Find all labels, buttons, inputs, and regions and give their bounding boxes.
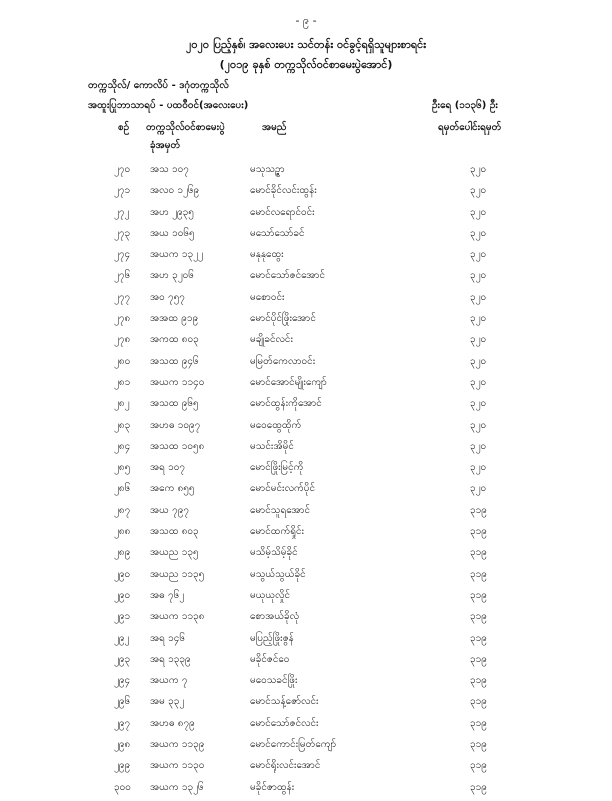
table-body [0,162,612,801]
registration-number: အယက ၁၁၄၀ [150,376,205,388]
table-row [0,780,612,801]
table-row [0,758,612,779]
total-marks: ၃၂၀ [470,206,487,218]
table-row [0,418,612,439]
total-marks: ၃၁၉ [470,504,487,516]
total-marks: ၃၂၀ [470,270,487,282]
total-marks: ၃၂၀ [470,334,487,346]
registration-number: အကေ ၈၅၅ [150,483,195,495]
total-marks: ၃၂၀ [470,398,487,410]
registration-number: အသထ ၉၄၆ [150,355,199,367]
row-number: ၂၈၅ [114,462,131,474]
count-label: ဦးရေ (၁၁၃၆) ဦး [432,100,498,111]
total-marks: ၃၁၉ [470,653,487,665]
student-name: မောင်မင်းလက်ပိုင် [250,483,316,495]
registration-number: အဓ ၇၆၂ [150,589,185,601]
header-registration-sub: ခုံအမှတ် [150,140,181,151]
total-marks: ၃၂၀ [470,376,487,388]
row-number: ၂၈၆ [114,483,131,495]
total-marks: ၃၂၀ [470,355,487,367]
table-row [0,205,612,226]
student-name: မယုယုလှိုင် [250,589,291,601]
student-name: မသင်းအိမိုင် [250,440,294,452]
total-marks: ၃၁၉ [470,717,487,729]
registration-number: အယက ၁၃၂၂ [150,249,203,261]
row-number: ၂၇၆ [114,270,131,282]
total-marks: ၃၂၀ [470,313,487,325]
registration-number: အသထ ၁၀၅၈ [150,440,205,452]
student-name: မောင်ခိုင်လင်းထွန်း [250,185,317,197]
major-label: အထူးပြုဘာသာရပ် - ပထဝီဝင်(အလေးပေး) [88,100,249,111]
row-number: ၂၇၈ [114,334,131,346]
student-name: မောင်သန့်ဇော်လင်း [250,696,319,708]
table-row [0,609,612,630]
registration-number: အယက ၁၁၃၀ [150,760,205,772]
page-number: - ၉ - [295,14,317,27]
table-row [0,311,612,332]
table-row [0,162,612,183]
total-marks: ၃၂၀ [470,440,487,452]
registration-number: အရ ၁၀၇ [150,462,185,474]
registration-number: အဟဓ ၁၀၉၇ [150,419,201,431]
total-marks: ၃၂၀ [470,227,487,239]
total-marks: ၃၂၀ [470,164,487,175]
total-marks: ၃၁၉ [470,568,487,580]
row-number: ၂၇၇ [114,291,131,303]
row-number: ၂၇၁ [114,185,131,197]
registration-number: အမ ၃၃၂ [150,696,185,708]
table-row [0,524,612,545]
table-row [0,631,612,652]
registration-number: အသ ၁၀၇ [150,164,189,175]
registration-number: အဟ ၃၂၀၆ [150,270,194,282]
student-name: မစောဝင်း [250,291,285,303]
student-name: မောင်ဖြိုးမြင့်ကို [250,462,304,474]
row-number: ၂၈၀ [114,355,131,367]
registration-number: အဝ ၇၅၇ [150,291,185,303]
row-number: ၂၇၃ [114,227,131,239]
student-name: မခိုင်ဇာထွန်း [250,781,295,793]
row-number: ၂၉၆ [114,696,131,708]
registration-number: အအထ ၉၁၉ [150,313,199,325]
header-marks: ရမှတ်ပေါင်းရမှတ် [438,122,502,133]
table-row [0,567,612,588]
student-name: မပြည့်ဖြိုးဇွန် [250,632,294,644]
total-marks: ၃၂၀ [470,291,487,303]
table-row [0,673,612,694]
registration-number: အဟ ၂၉၃၅ [150,206,194,218]
table-row [0,588,612,609]
table-row [0,247,612,268]
document-title: ၂၀၂၀ ပြည့်နှစ်၊ အလေးပေး သင်တန်း ဝင်ခွင့်ရရှိသူများစာရင်း [185,38,427,51]
table-row [0,460,612,481]
header-name: အမည် [262,122,287,133]
row-number: ၂၉၈ [114,739,131,751]
table-row [0,396,612,417]
table-row [0,375,612,396]
registration-number: အဟဓ ၈၇၉ [150,717,195,729]
row-number: ၂၈၈ [114,526,131,538]
row-number: ၂၈၁ [114,376,131,388]
student-name: မချိုခင်လင်း [250,334,293,346]
row-number: ၂၈၄ [114,440,131,452]
registration-number: အယ ၇၉၇ [150,504,189,516]
table-row [0,503,612,524]
student-name: မောင်ရိုးလင်းအောင် [250,760,321,772]
registration-number: အယက ၁၁၃၈ [150,611,205,623]
student-name: မသုသဥ္ဇာ [250,164,285,175]
total-marks: ၃၁၉ [470,739,487,751]
student-name: မဝေထွေထိုက် [250,419,302,431]
row-number: ၂၈၇ [114,504,131,516]
row-number: ၂၉၇ [114,717,131,729]
student-name: မောင်သော်ဇင်အောင် [250,270,325,282]
table-row [0,737,612,758]
student-name: မောင်လရောင်ဝင်း [250,206,315,218]
university-label: တက္ကသိုလ်/ ကောလိပ် - ဒဂုံတက္ကသိုလ် [88,80,229,91]
student-name: မောင်ကောင်းမြတ်ကျော် [250,739,337,751]
student-name: မမြတ်ကေလာဝင်း [250,355,316,367]
total-marks: ၃၁၉ [470,611,487,623]
total-marks: ၃၁၉ [470,547,487,559]
registration-number: အရ ၁၄၆ [150,632,185,644]
registration-number: အယ ၁၀၆၅ [150,227,195,239]
total-marks: ၃၁၉ [470,696,487,708]
student-name: မောင်ထွန်းကိုအောင် [250,398,322,410]
table-row [0,481,612,502]
total-marks: ၃၁၉ [470,589,487,601]
student-name: မောင်ထက်ရှိုင်း [250,526,305,538]
registration-number: အယက ၇ [150,675,188,687]
header-registration: တက္ကသိုလ်ဝင်စာမေးပွဲ [146,122,225,133]
registration-number: အသထ ၉၆၅ [150,398,199,410]
table-row [0,716,612,737]
table-row [0,268,612,289]
table-row [0,545,612,566]
registration-number: အကထ ၈၀၃ [150,334,199,346]
student-name: မနုနုထွေး [250,249,284,261]
total-marks: ၃၂၀ [470,462,487,474]
row-number: ၂၉၀ [114,589,131,601]
total-marks: ၃၂၀ [470,249,487,261]
row-number: ၂၉၁ [114,611,131,623]
table-row [0,354,612,375]
row-number: ၂၉၀ [114,568,131,580]
registration-number: အယည ၁၃၅ [150,547,199,559]
row-number: ၂၇၄ [114,249,131,261]
row-number: ၂၉၂ [114,632,130,644]
document-subtitle: (၂၀၁၉ ခုနှစ် တက္ကသိုလ်ဝင်စာမေးပွဲအောင်) [219,58,393,71]
row-number: ၂၈၃ [114,419,131,431]
student-name: မသွယ်သွယ်ခိုင် [250,568,306,580]
total-marks: ၃၁၉ [470,760,487,772]
row-number: ၂၇၈ [114,313,131,325]
row-number: ၂၇၂ [114,206,130,218]
row-number: ၂၉၃ [114,653,131,665]
row-number: ၂၈၂ [114,398,130,410]
table-row [0,439,612,460]
total-marks: ၃၁၉ [470,675,487,687]
registration-number: အယက ၁၁၃၉ [150,739,205,751]
row-number: ၂၈၉ [114,547,131,559]
table-row [0,290,612,311]
total-marks: ၃၁၉ [470,781,487,793]
registration-number: အရ ၁၃၃၉ [150,653,191,665]
student-name: မောင်အောင်မျိုးကျော် [250,376,327,388]
student-name: မသိမ့်သိမ့်ခိုင် [250,547,298,559]
table-row [0,226,612,247]
total-marks: ၃၁၉ [470,526,487,538]
student-name: မောင်ပိုင်ဖြိုးအောင် [250,313,316,325]
student-name: မသော်သော်ခင် [250,227,305,239]
header-no: စဉ် [118,122,130,133]
total-marks: ၃၂၀ [470,483,487,495]
student-name: မခိုင်ဇင်ဝေ [250,653,290,665]
total-marks: ၃၂၀ [470,185,487,197]
table-row [0,183,612,204]
row-number: ၂၉၄ [114,675,131,687]
registration-number: အယက ၁၃၂၆ [150,781,204,793]
table-row [0,332,612,353]
total-marks: ၃၂၀ [470,419,487,431]
row-number: ၂၉၉ [114,760,131,772]
total-marks: ၃၁၉ [470,632,487,644]
registration-number: အယည ၁၁၃၅ [150,568,205,580]
registration-number: အလဝ ၁၂၆၉ [150,185,200,197]
student-name: စောအယ်ခိုလုံ [250,611,300,623]
student-name: မောင်သူရအောင် [250,504,311,516]
table-row [0,652,612,673]
registration-number: အသထ ၈၀၃ [150,526,199,538]
row-number: ၂၇၀ [114,164,131,175]
table-row [0,694,612,715]
student-name: မဝေသခင်ဖြိုး [250,675,298,687]
row-number: ၃၀၀ [114,781,131,793]
student-name: မောင်သော်ဇင်လင်း [250,717,319,729]
